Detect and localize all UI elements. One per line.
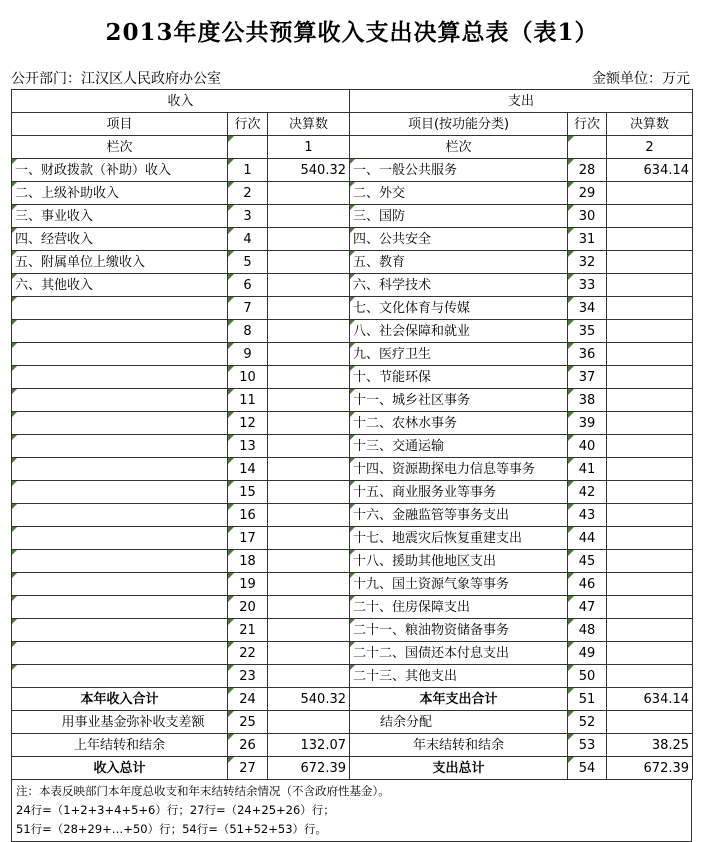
income-amount-cell — [268, 205, 350, 228]
expense-item-cell: 九、医疗卫生 — [350, 343, 568, 366]
income-rowno-cell: 7 — [228, 297, 268, 320]
note-line: 51行=（28+29+…+50）行；54行=（51+52+53）行。 — [16, 822, 328, 836]
expense-amount-cell — [607, 458, 693, 481]
income-total-rowno: 24 — [228, 688, 268, 711]
income-amount-cell — [268, 573, 350, 596]
expense-amount-cell — [607, 435, 693, 458]
table-row — [12, 481, 693, 504]
table-row — [12, 573, 693, 596]
income-rowno-cell: 21 — [228, 619, 268, 642]
expense-amount-cell — [607, 343, 693, 366]
expense-total-amount: 634.14 — [607, 688, 693, 711]
column-index-row — [12, 136, 693, 159]
expense-item-cell: 十七、地震灾后恢复重建支出 — [350, 527, 568, 550]
income-total-amount: 540.32 — [268, 688, 350, 711]
income-amount-cell — [268, 412, 350, 435]
income-item-cell — [12, 458, 228, 481]
expense-header: 支出 — [350, 90, 693, 113]
income-rowno-cell: 22 — [228, 642, 268, 665]
expense-rowno-cell: 30 — [568, 205, 607, 228]
expense-total-label: 结余分配 — [350, 711, 568, 734]
income-item-cell — [12, 665, 228, 688]
table-row — [12, 527, 693, 550]
income-item-cell: 三、事业收入 — [12, 205, 228, 228]
expense-total-label: 本年支出合计 — [350, 688, 568, 711]
income-item-cell — [12, 320, 228, 343]
income-item-cell: 四、经营收入 — [12, 228, 228, 251]
expense-amount-cell — [607, 251, 693, 274]
income-amount-cell — [268, 665, 350, 688]
income-item-cell — [12, 550, 228, 573]
expense-item-cell: 七、文化体育与传媒 — [350, 297, 568, 320]
income-item-cell: 六、其他收入 — [12, 274, 228, 297]
expense-item-cell: 十五、商业服务业等事务 — [350, 481, 568, 504]
income-rowno-cell: 20 — [228, 596, 268, 619]
income-total-label: 本年收入合计 — [12, 688, 228, 711]
income-amount-cell — [268, 389, 350, 412]
expense-item-cell: 二十一、粮油物资储备事务 — [350, 619, 568, 642]
expense-amount-cell — [607, 182, 693, 205]
income-amount-cell — [268, 504, 350, 527]
expense-item-cell: 二十三、其他支出 — [350, 665, 568, 688]
table-row — [12, 251, 693, 274]
expense-item-cell: 十八、援助其他地区支出 — [350, 550, 568, 573]
income-rowno-cell: 10 — [228, 366, 268, 389]
table-row — [12, 159, 693, 182]
income-rowno-cell: 1 — [228, 159, 268, 182]
expense-amount-cell — [607, 527, 693, 550]
expense-item-cell: 十九、国土资源气象等事务 — [350, 573, 568, 596]
expense-rowno-cell: 31 — [568, 228, 607, 251]
expense-rowno-cell: 40 — [568, 435, 607, 458]
expense-item-cell: 五、教育 — [350, 251, 568, 274]
income-total-rowno: 27 — [228, 757, 268, 780]
expense-rowno-cell: 47 — [568, 596, 607, 619]
table-row — [12, 366, 693, 389]
note-line: 24行=（1+2+3+4+5+6）行；27行=（24+25+26）行； — [16, 803, 335, 817]
column-header-row — [12, 113, 693, 136]
expense-amount-cell — [607, 274, 693, 297]
table-row — [12, 619, 693, 642]
income-amount-cell — [268, 619, 350, 642]
report-title: 2013年度公共预算收入支出决算总表（表1） — [105, 19, 599, 46]
expense-total-label: 支出总计 — [350, 757, 568, 780]
expense-amount-cell — [607, 642, 693, 665]
expense-total-rowno: 54 — [568, 757, 607, 780]
income-item-cell: 一、财政拨款（补助）收入 — [12, 159, 228, 182]
expense-item-cell: 二十二、国债还本付息支出 — [350, 642, 568, 665]
income-amount-cell — [268, 343, 350, 366]
expense-amount-cell: 634.14 — [607, 159, 693, 182]
expense-rowno-cell: 33 — [568, 274, 607, 297]
income-rowno-cell: 14 — [228, 458, 268, 481]
expense-item-cell: 二、外交 — [350, 182, 568, 205]
expense-item-header: 项目(按功能分类) — [350, 113, 568, 136]
expense-amount-header: 决算数 — [607, 113, 693, 136]
expense-item-cell: 一、一般公共服务 — [350, 159, 568, 182]
expense-amount-cell — [607, 366, 693, 389]
expense-rowno-cell: 46 — [568, 573, 607, 596]
expense-rowno-cell: 42 — [568, 481, 607, 504]
expense-item-cell: 十一、城乡社区事务 — [350, 389, 568, 412]
income-item-cell — [12, 297, 228, 320]
income-item-cell — [12, 343, 228, 366]
income-rowno-cell: 23 — [228, 665, 268, 688]
income-rowno-cell: 2 — [228, 182, 268, 205]
expense-rowno-cell: 36 — [568, 343, 607, 366]
expense-total-amount — [607, 711, 693, 734]
expense-amount-cell — [607, 573, 693, 596]
expense-rowno-cell: 29 — [568, 182, 607, 205]
income-amount-cell — [268, 458, 350, 481]
income-item-header: 项目 — [12, 113, 228, 136]
expense-total-rowno: 52 — [568, 711, 607, 734]
expense-item-cell: 十四、资源勘探电力信息等事务 — [350, 458, 568, 481]
income-item-cell — [12, 642, 228, 665]
expense-item-cell: 二十、住房保障支出 — [350, 596, 568, 619]
budget-table — [11, 89, 693, 780]
expense-rowno-cell: 49 — [568, 642, 607, 665]
table-row — [12, 596, 693, 619]
expense-amount-cell — [607, 389, 693, 412]
expense-item-cell: 六、科学技术 — [350, 274, 568, 297]
table-row — [12, 412, 693, 435]
expense-column-blank — [568, 136, 607, 159]
total-row — [12, 711, 693, 734]
expense-rowno-cell: 45 — [568, 550, 607, 573]
income-amount-cell — [268, 297, 350, 320]
expense-amount-cell — [607, 297, 693, 320]
expense-item-cell: 四、公共安全 — [350, 228, 568, 251]
income-item-cell — [12, 619, 228, 642]
table-row — [12, 642, 693, 665]
table-row — [12, 274, 693, 297]
expense-rowno-cell: 41 — [568, 458, 607, 481]
income-item-cell: 五、附属单位上缴收入 — [12, 251, 228, 274]
income-rowno-cell: 15 — [228, 481, 268, 504]
income-amount-cell — [268, 642, 350, 665]
table-row — [12, 665, 693, 688]
income-amount-cell — [268, 550, 350, 573]
table-row — [12, 205, 693, 228]
expense-amount-cell — [607, 205, 693, 228]
income-amount-header: 决算数 — [268, 113, 350, 136]
income-rowno-cell: 16 — [228, 504, 268, 527]
income-item-cell — [12, 573, 228, 596]
table-row — [12, 458, 693, 481]
income-amount-cell — [268, 435, 350, 458]
income-total-label: 上年结转和结余 — [12, 734, 228, 757]
expense-rowno-cell: 44 — [568, 527, 607, 550]
total-row — [12, 688, 693, 711]
expense-amount-cell — [607, 228, 693, 251]
table-row — [12, 228, 693, 251]
table-row — [12, 435, 693, 458]
total-row — [12, 757, 693, 780]
expense-amount-cell — [607, 550, 693, 573]
income-amount-cell — [268, 320, 350, 343]
expense-amount-cell — [607, 665, 693, 688]
expense-total-rowno: 53 — [568, 734, 607, 757]
income-total-amount: 132.07 — [268, 734, 350, 757]
total-row — [12, 734, 693, 757]
income-amount-cell: 540.32 — [268, 159, 350, 182]
table-row — [12, 504, 693, 527]
income-rowno-cell: 8 — [228, 320, 268, 343]
expense-column-number: 2 — [607, 136, 693, 159]
income-amount-cell — [268, 228, 350, 251]
expense-rowno-cell: 48 — [568, 619, 607, 642]
income-item-cell — [12, 596, 228, 619]
expense-item-cell: 三、国防 — [350, 205, 568, 228]
expense-rowno-cell: 50 — [568, 665, 607, 688]
income-amount-cell — [268, 481, 350, 504]
income-item-cell — [12, 504, 228, 527]
note-line: 注：本表反映部门本年度总收支和年末结转结余情况（不含政府性基金）。 — [16, 784, 390, 798]
income-rowno-header: 行次 — [228, 113, 268, 136]
expense-amount-cell — [607, 481, 693, 504]
expense-rowno-cell: 32 — [568, 251, 607, 274]
expense-rowno-cell: 28 — [568, 159, 607, 182]
income-rowno-cell: 18 — [228, 550, 268, 573]
expense-amount-cell — [607, 596, 693, 619]
income-item-cell — [12, 366, 228, 389]
income-column-number: 1 — [268, 136, 350, 159]
income-column-label: 栏次 — [12, 136, 228, 159]
income-amount-cell — [268, 182, 350, 205]
expense-item-cell: 十、节能环保 — [350, 366, 568, 389]
expense-rowno-cell: 38 — [568, 389, 607, 412]
unit-label: 金额单位：万元 — [592, 71, 690, 87]
notes-box — [11, 780, 692, 842]
expense-rowno-cell: 37 — [568, 366, 607, 389]
income-amount-cell — [268, 274, 350, 297]
income-rowno-cell: 9 — [228, 343, 268, 366]
income-total-rowno: 26 — [228, 734, 268, 757]
income-rowno-cell: 3 — [228, 205, 268, 228]
expense-total-label: 年末结转和结余 — [350, 734, 568, 757]
income-total-rowno: 25 — [228, 711, 268, 734]
expense-item-cell: 十二、农林水事务 — [350, 412, 568, 435]
expense-total-amount: 672.39 — [607, 757, 693, 780]
table-row — [12, 320, 693, 343]
expense-amount-cell — [607, 412, 693, 435]
income-item-cell — [12, 435, 228, 458]
table-row — [12, 389, 693, 412]
expense-total-rowno: 51 — [568, 688, 607, 711]
expense-rowno-cell: 35 — [568, 320, 607, 343]
income-column-blank — [228, 136, 268, 159]
income-rowno-cell: 19 — [228, 573, 268, 596]
table-row — [12, 297, 693, 320]
expense-rowno-cell: 34 — [568, 297, 607, 320]
section-header-row — [12, 90, 693, 113]
table-row — [12, 343, 693, 366]
expense-rowno-cell: 43 — [568, 504, 607, 527]
expense-column-label: 栏次 — [350, 136, 568, 159]
expense-item-cell: 八、社会保障和就业 — [350, 320, 568, 343]
income-amount-cell — [268, 366, 350, 389]
income-total-label: 用事业基金弥补收支差额 — [12, 711, 228, 734]
income-rowno-cell: 6 — [228, 274, 268, 297]
expense-amount-cell — [607, 320, 693, 343]
income-rowno-cell: 5 — [228, 251, 268, 274]
income-amount-cell — [268, 596, 350, 619]
income-header: 收入 — [12, 90, 350, 113]
income-item-cell — [12, 389, 228, 412]
income-rowno-cell: 4 — [228, 228, 268, 251]
expense-amount-cell — [607, 504, 693, 527]
income-total-amount — [268, 711, 350, 734]
table-row — [12, 550, 693, 573]
income-total-label: 收入总计 — [12, 757, 228, 780]
income-amount-cell — [268, 527, 350, 550]
income-rowno-cell: 11 — [228, 389, 268, 412]
expense-rowno-cell: 39 — [568, 412, 607, 435]
income-amount-cell — [268, 251, 350, 274]
income-item-cell — [12, 412, 228, 435]
income-item-cell: 二、上级补助收入 — [12, 182, 228, 205]
table-row — [12, 182, 693, 205]
expense-amount-cell — [607, 619, 693, 642]
income-rowno-cell: 13 — [228, 435, 268, 458]
expense-total-amount: 38.25 — [607, 734, 693, 757]
expense-item-cell: 十三、交通运输 — [350, 435, 568, 458]
income-item-cell — [12, 527, 228, 550]
department-label: 公开部门：江汉区人民政府办公室 — [11, 71, 221, 87]
income-total-amount: 672.39 — [268, 757, 350, 780]
income-item-cell — [12, 481, 228, 504]
expense-item-cell: 十六、金融监管等事务支出 — [350, 504, 568, 527]
income-rowno-cell: 17 — [228, 527, 268, 550]
expense-rowno-header: 行次 — [568, 113, 607, 136]
income-rowno-cell: 12 — [228, 412, 268, 435]
